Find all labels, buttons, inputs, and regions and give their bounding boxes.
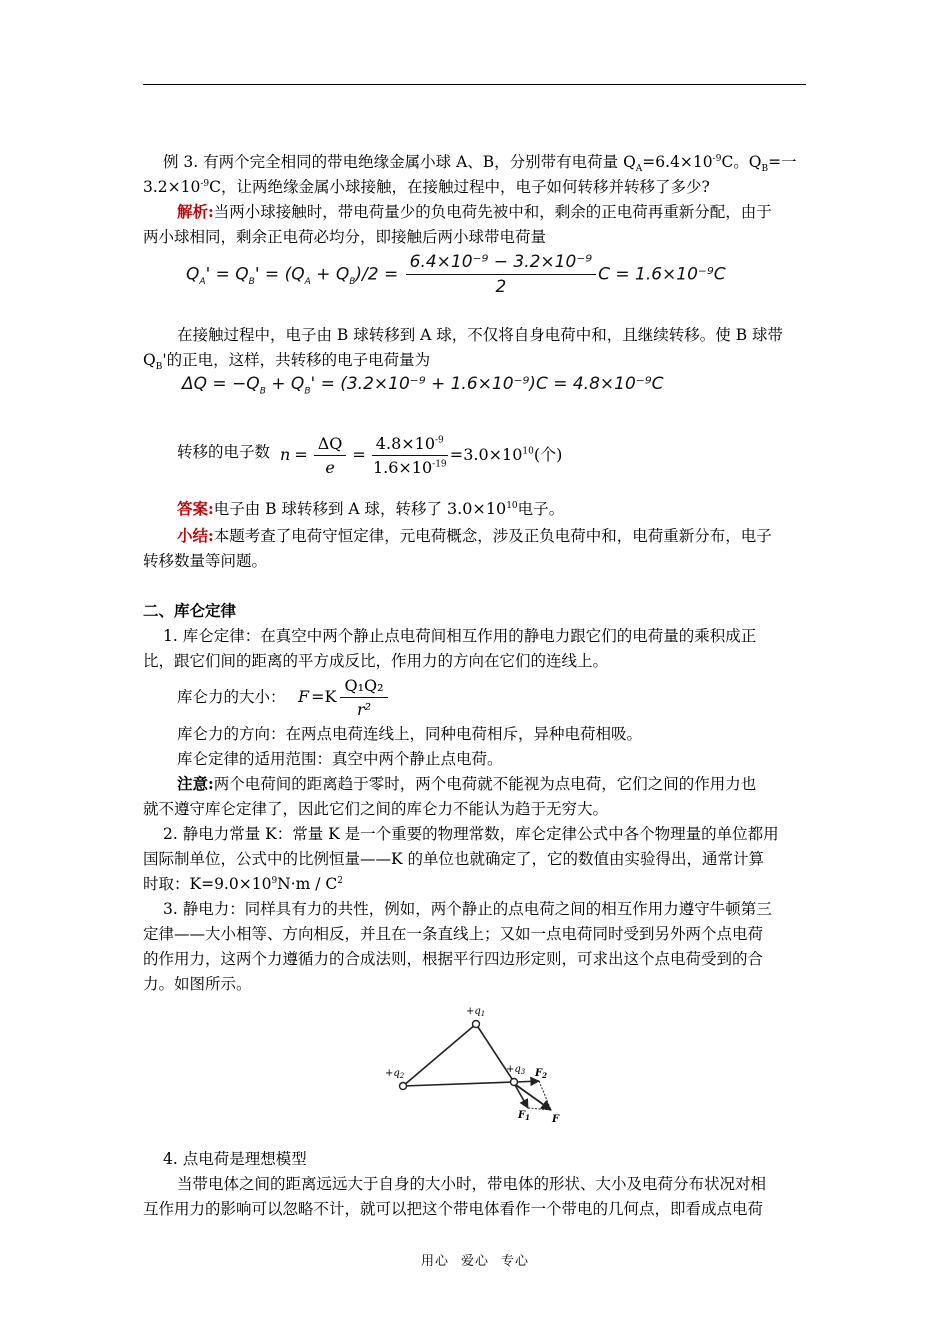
label-q1: $+q_1$: [466, 1006, 486, 1018]
section-heading: 二、库仑定律: [143, 601, 237, 620]
coulomb-size-label: 库仑力的大小：: [177, 688, 286, 706]
force-diagram: [380, 1000, 580, 1130]
item4-heading: 4. 点电荷是理想模型: [163, 1150, 307, 1168]
example-line-1: 例 3. 有两个完全相同的带电绝缘金属小球 A、B，分别带有电荷量 $Q_A=6.4\times 10^{-9}C$。$Q_B=$一: [163, 153, 797, 175]
charge-q2: [400, 1083, 407, 1090]
answer-line: 答案:电子由 B 球转移到 A 球，转移了 $3.0\times 10^{10}$电子。: [177, 499, 565, 518]
note-line-1: 注意:两个电荷间的距离趋于零时，两个电荷就不能视为点电荷，它们之间的作用力也: [177, 774, 757, 793]
example-line-2: $3.2\times 10^{-9}C$，让两绝缘金属小球接触，在接触过程中，电子如何转移并转移了多少?: [143, 178, 710, 196]
analysis-line-1: 解析:当两小球接触时，带电荷量少的负电荷先被中和，剩余的正电荷再重新分配，由于: [177, 202, 772, 221]
item4-line-2: 互作用力的影响可以忽略不计，就可以把这个带电体看作一个带电的几何点，即看成点电荷: [143, 1200, 764, 1218]
item1-line-2: 比，跟它们间的距离的平方成反比，作用力的方向在它们的连线上。: [143, 652, 609, 670]
note-label: 注意:: [177, 774, 214, 793]
electron-count-formula: n = $\frac{\Delta Q}{e}$ = $\frac{4.8\times 10^{-9}}{1.6\times 10^{-19}}$ $=3.0\times 10^{10}$(个): [280, 434, 563, 477]
summary-line-2: 转移数量等问题。: [143, 552, 268, 570]
item3-line-2: 定律——大小相等、方向相反，并且在一条直线上；又如一点电荷同时受到另外两个点电荷: [143, 925, 764, 943]
arrow-f2: [517, 1081, 539, 1082]
item2-line-3: 时取：$K=9.0\times 10^9N\cdot m / C^2$: [143, 875, 344, 893]
label-f2: $F_2$: [535, 1068, 547, 1080]
equation-charge-split: $Q_A' = Q_B' = (Q_A + Q_B)/2$ = $\frac{\text{6.4×10⁻⁹ − 3.2×10⁻⁹}}{2}$ C = 1.6×10⁻⁹C: [186, 252, 726, 297]
label-q2: $+q_2$: [385, 1068, 405, 1080]
analysis-label: 解析:: [177, 202, 214, 221]
page-footer: 用心 爱心 专心: [420, 1254, 530, 1269]
transfer-line-2: $Q_B'$的正电，这样，共转移的电子电荷量为: [143, 351, 431, 373]
charge-q1: [473, 1021, 480, 1028]
transfer-line-1: 在接触过程中，电子由 B 球转移到 A 球，不仅将自身电荷中和，且继续转移。使 B 球带: [177, 326, 784, 344]
header-rule: [143, 84, 806, 85]
summary-line-1: 小结:本题考查了电荷守恒定律，元电荷概念，涉及正负电荷中和，电荷重新分布，电子: [177, 526, 772, 545]
note-line-2: 就不遵守库仑定律了，因此它们之间的库仑力不能认为趋于无穷大。: [143, 800, 609, 818]
electron-count-label: 转移的电子数: [177, 443, 271, 461]
item3-line-3: 的作用力，这两个力遵循力的合成法则，根据平行四边形定则，可求出这个点电荷受到的合: [143, 950, 764, 968]
edge-q2-q3: [403, 1082, 514, 1086]
analysis-line-2: 两小球相同，剩余正电荷必均分，即接触后两小球带电荷量: [143, 228, 547, 246]
label-f: F: [552, 1114, 560, 1125]
summary-label: 小结:: [177, 526, 214, 545]
item1-line-1: 1. 库仑定律：在真空中两个静止点电荷间相互作用的静电力跟它们的电荷量的乘积成正: [163, 627, 757, 645]
item2-line-1: 2. 静电力常量 K：常量 K 是一个重要的物理常数，库仑定律公式中各个物理量的单位都用: [163, 825, 779, 843]
answer-label: 答案:: [177, 499, 214, 518]
item3-line-1: 3. 静电力：同样具有力的共性，例如，两个静止的点电荷之间的相互作用力遵守牛顿第三: [163, 900, 772, 918]
label-q3: $+q_3$: [506, 1064, 526, 1076]
item2-line-2: 国际制单位，公式中的比例恒量——K 的单位也就确定了，它的数值由实验得出，通常计算: [143, 850, 765, 868]
equation-fraction: $\frac{\text{6.4×10⁻⁹ − 3.2×10⁻⁹}}{2}$: [406, 252, 596, 297]
coulomb-formula: F =K $\frac{\text{Q₁Q₂}}{\text{r²}}$: [298, 676, 390, 719]
edge-q2-q1: [403, 1024, 476, 1086]
item4-line-1: 当带电体之间的距离远远大于自身的大小时，带电体的形状、大小及电荷分布状况对相: [177, 1175, 767, 1193]
equation-delta-q: $\Delta Q = -Q_B + Q_B' = (3.2\times 10^{-9} + 1.6\times 10^{-9})C = 4.8\times 10^{-9}C$: [182, 374, 664, 397]
coulomb-direction: 库仑力的方向：在两点电荷连线上，同种电荷相斥，异种电荷相吸。: [177, 725, 643, 743]
coulomb-scope: 库仑定律的适用范围：真空中两个静止点电荷。: [177, 750, 503, 768]
label-f1: $F_1$: [518, 1110, 530, 1122]
item3-line-4: 力。如图所示。: [143, 975, 252, 993]
